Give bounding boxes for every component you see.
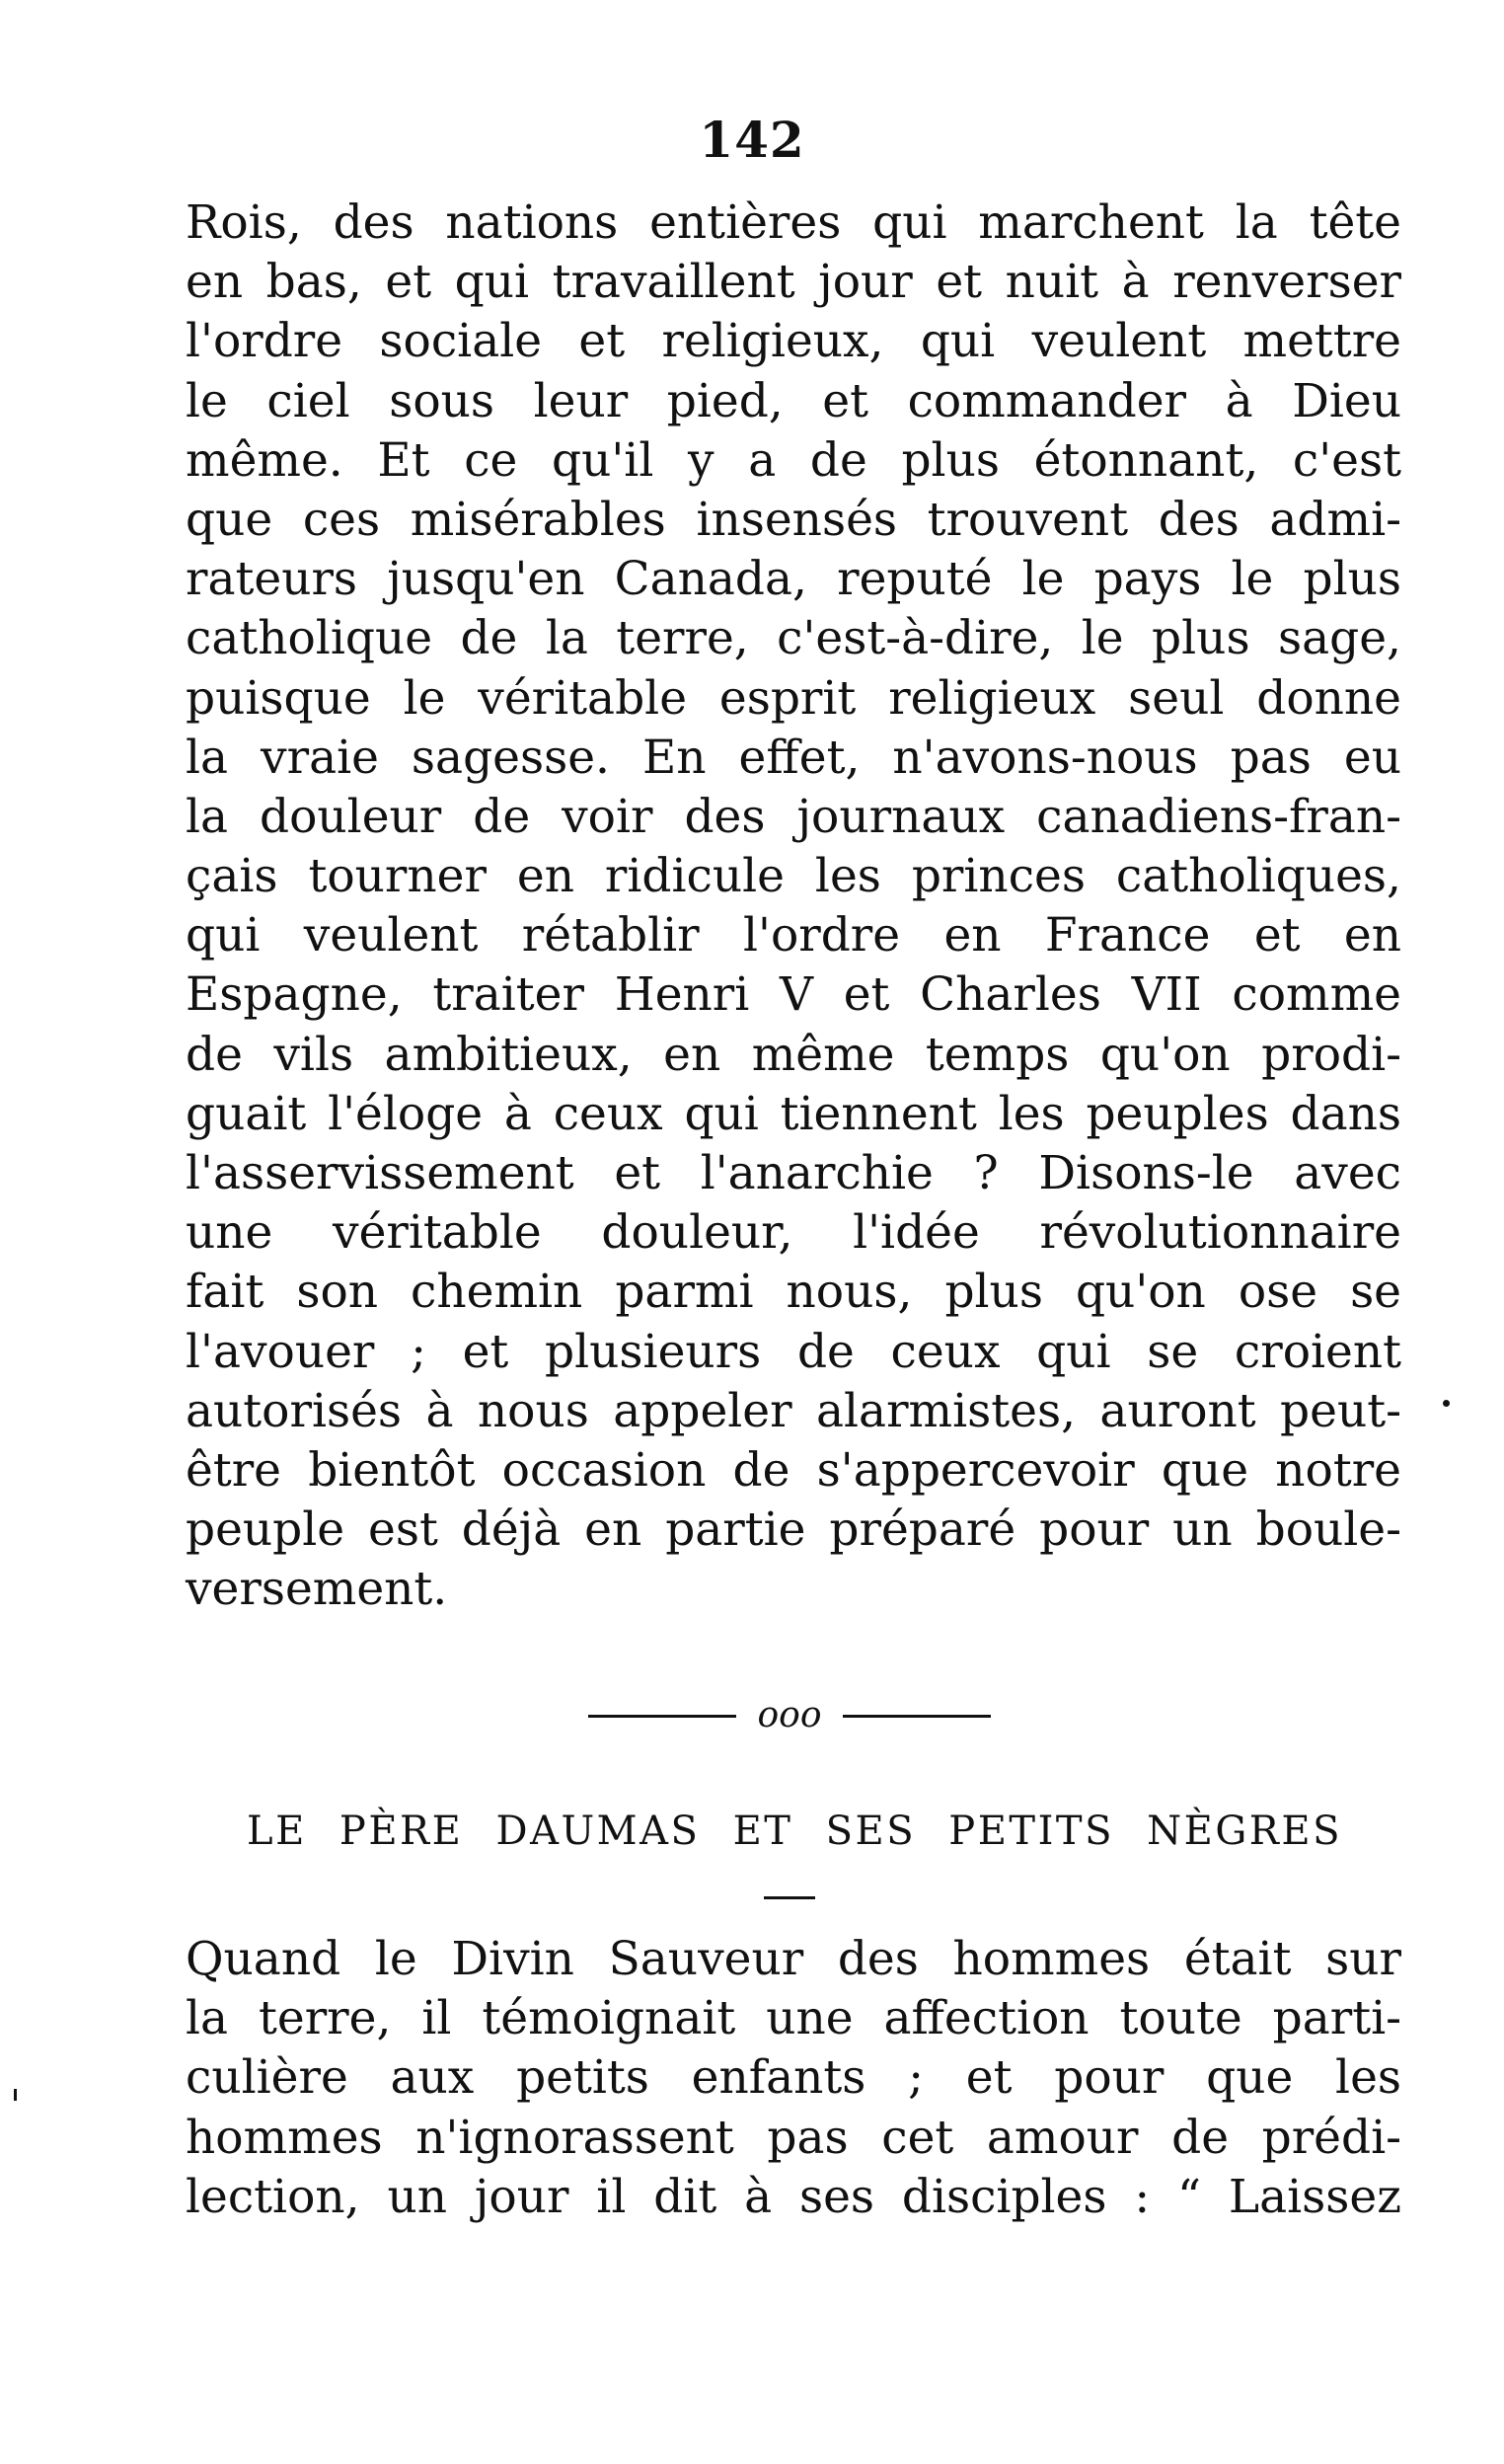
text-line: catholique de la terre, c'est-à-dire, le plus sage, (186, 611, 1401, 666)
text-line: la douleur de voir des journaux canadiens-fran- (186, 789, 1401, 844)
text-line: Espagne, traiter Henri V et Charles VII comme (186, 967, 1401, 1023)
separator-rule-left (588, 1715, 736, 1718)
text-line: rateurs jusqu'en Canada, reputé le pays le plus (186, 552, 1401, 607)
section-heading: LE PÈRE DAUMAS ET SES PETITS NÈGRES (247, 1809, 1342, 1854)
text-line: l'avouer ; et plusieurs de ceux qui se croient (186, 1324, 1401, 1379)
text-line: hommes n'ignorassent pas cet amour de prédi- (186, 2110, 1401, 2165)
text-line: l'ordre sociale et religieux, qui veulent mettre (186, 314, 1401, 369)
text-line: Quand le Divin Sauveur des hommes était sur (186, 1932, 1401, 1986)
text-line: çais tourner en ridicule les princes catholiques, (186, 849, 1401, 904)
text-line: le ciel sous leur pied, et commander à Dieu (186, 373, 1401, 428)
text-line: en bas, et qui travaillent jour et nuit à renverser (186, 255, 1401, 310)
text-line: peuple est déjà en partie préparé pour un boule- (186, 1502, 1401, 1558)
text-line: lection, un jour il dit à ses disciples : “ Laissez (186, 2169, 1401, 2224)
text-line: qui veulent rétablir l'ordre en France et en (186, 908, 1401, 963)
print-speck (14, 2089, 17, 2101)
text-line: autorisés à nous appeler alarmistes, auront peut- (186, 1383, 1401, 1438)
heading-rule (764, 1896, 815, 1899)
text-line: fait son chemin parmi nous, plus qu'on ose se (186, 1265, 1401, 1320)
page-number: 142 (699, 111, 805, 169)
print-speck (1443, 1400, 1450, 1407)
text-line: être bientôt occasion de s'appercevoir que notre (186, 1442, 1401, 1498)
text-line: que ces misérables insensés trouvent des admi- (186, 492, 1401, 547)
text-line: la terre, il témoignait une affection toute parti- (186, 1991, 1401, 2046)
body-paragraph-1 (186, 193, 1401, 1620)
text-line: Rois, des nations entières qui marchent la tête (186, 195, 1401, 250)
text-line: même. Et ce qu'il y a de plus étonnant, c'est (186, 432, 1401, 488)
text-line: une véritable douleur, l'idée révolutionnaire (186, 1205, 1401, 1261)
section-separator (588, 1696, 991, 1735)
separator-rule-right (843, 1715, 991, 1718)
text-line: l'asservissement et l'anarchie ? Disons-le avec (186, 1146, 1401, 1200)
text-line: puisque le véritable esprit religieux seul donne (186, 670, 1401, 726)
text-line: versement. (186, 1562, 448, 1617)
text-line: de vils ambitieux, en même temps qu'on prodi- (186, 1027, 1401, 1082)
text-line: la vraie sagesse. En effet, n'avons-nous pas eu (186, 730, 1401, 785)
text-line: guait l'éloge à ceux qui tiennent les peuples dans (186, 1086, 1401, 1141)
text-line: culière aux petits enfants ; et pour que les (186, 2050, 1401, 2106)
separator-ornament: ooo (757, 1695, 822, 1735)
body-paragraph-2 (186, 1930, 1401, 2227)
